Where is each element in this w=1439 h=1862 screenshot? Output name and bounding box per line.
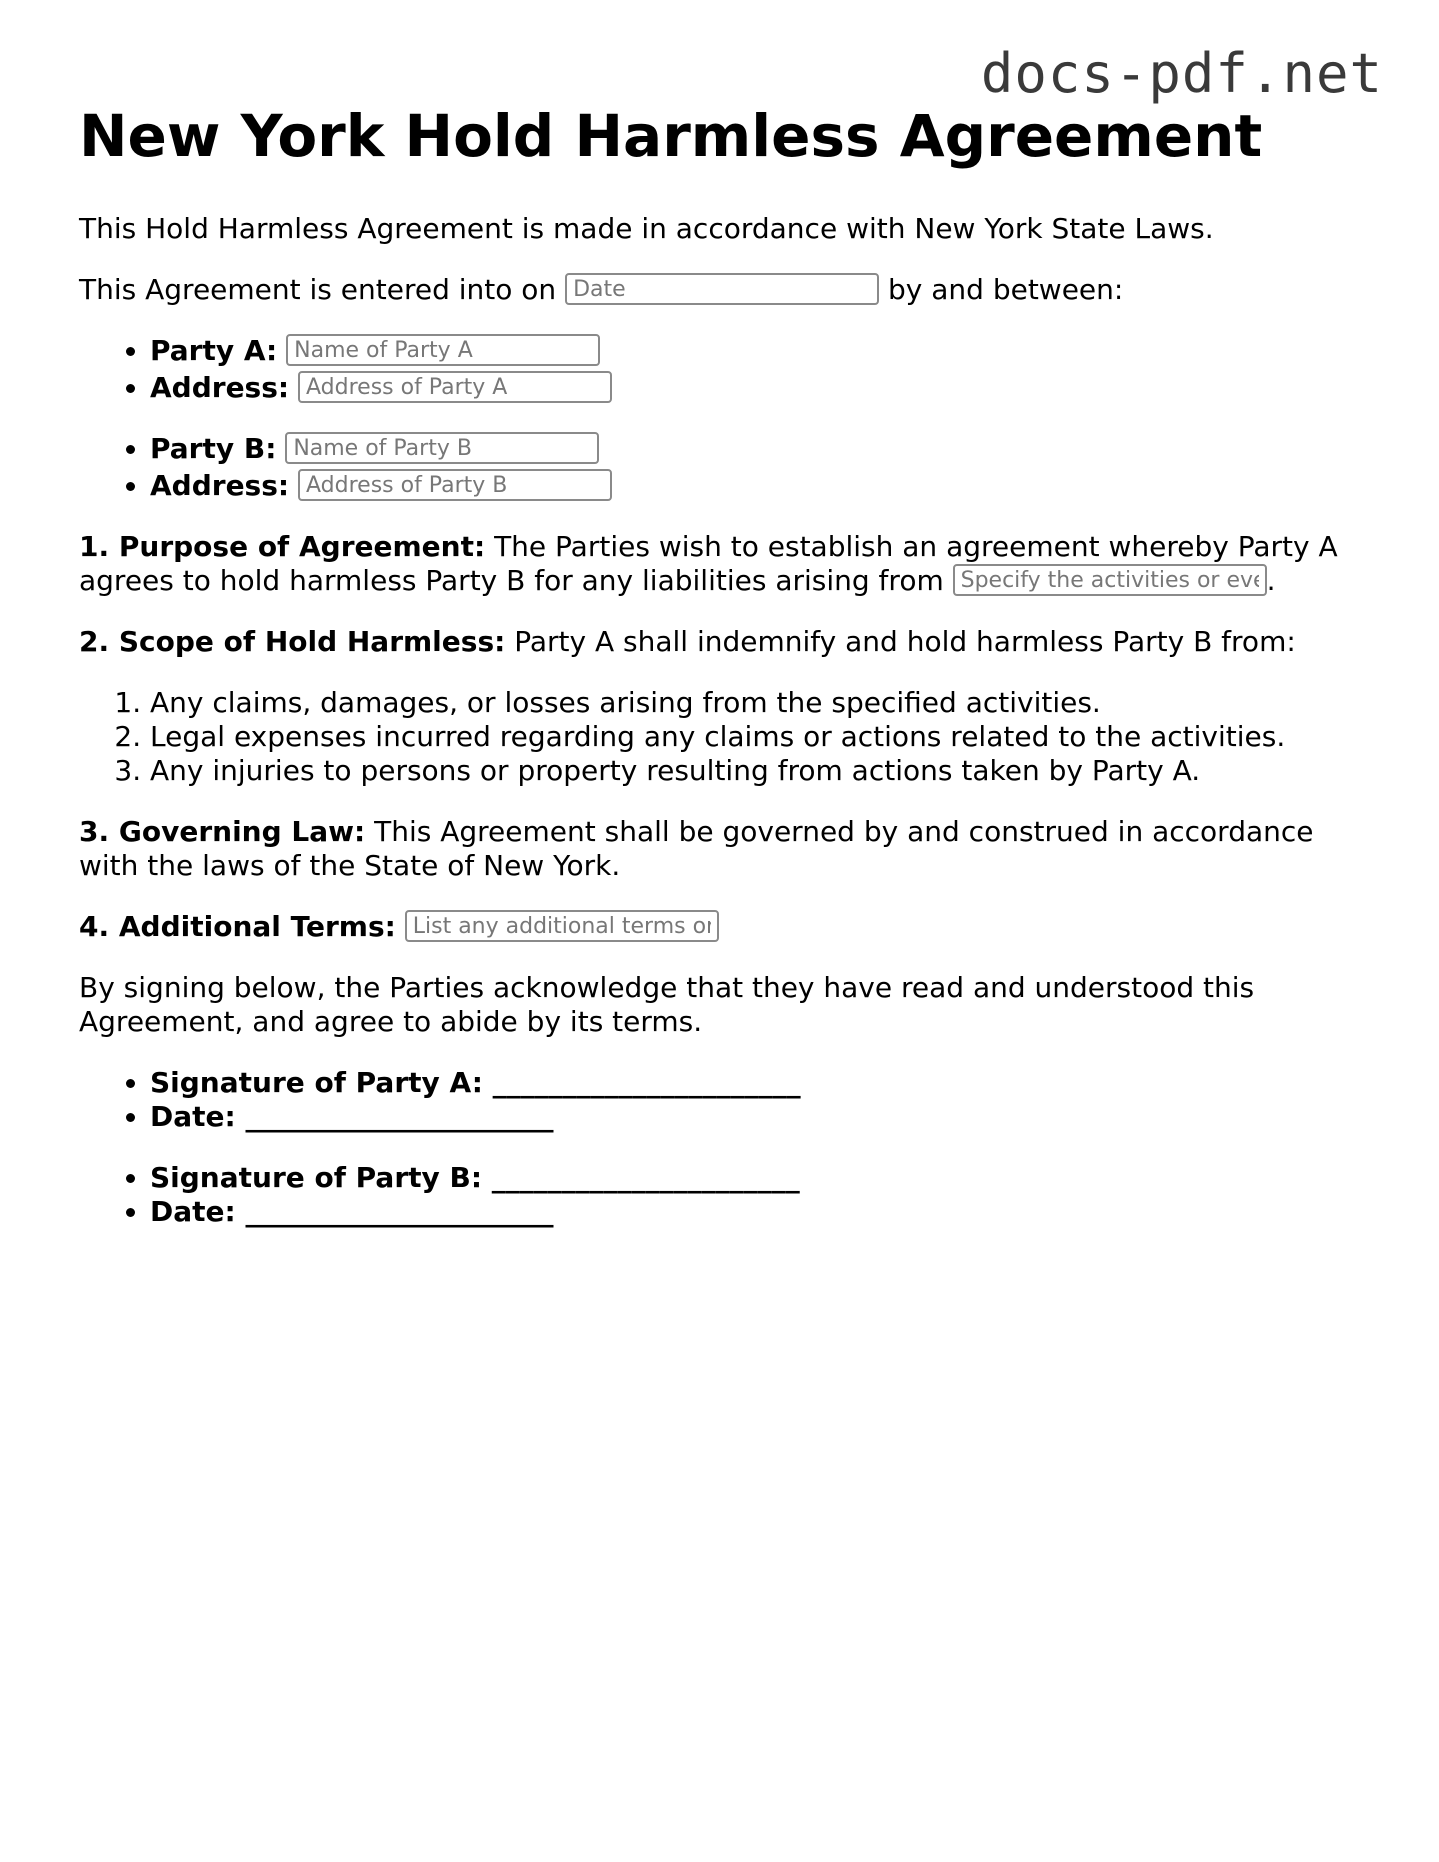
party-a-address-label: Address: — [150, 371, 290, 404]
party-a-name-label: Party A: — [150, 334, 278, 367]
section-4-heading: 4. Additional Terms: — [79, 910, 396, 943]
party-b-name-label: Party B: — [150, 432, 277, 465]
party-a-signature-list — [79, 1066, 1369, 1134]
scope-item: 3. Any injuries to persons or property resulting from actions taken by Party A. — [150, 754, 1369, 788]
party-b-list — [79, 432, 1369, 503]
section-1-purpose — [79, 530, 1369, 598]
section-3-text: This Agreement shall be governed by and construed in accordance with the laws of the State of New York. — [79, 815, 1314, 882]
party-b-address-field[interactable] — [298, 469, 612, 501]
party-a-address-item — [150, 371, 1369, 405]
scope-item: 2. Legal expenses incurred regarding any claims or actions related to the activities. — [150, 720, 1369, 754]
section-3-governing-law — [79, 815, 1369, 883]
section-2-heading: 2. Scope of Hold Harmless: — [79, 625, 506, 658]
party-b-address-item — [150, 469, 1369, 503]
scope-list — [79, 686, 1369, 788]
document-title: New York Hold Harmless Agreement — [79, 102, 1263, 170]
watermark: docs-pdf.net — [980, 42, 1383, 105]
party-a-name-item — [150, 334, 1369, 368]
document-page — [79, 96, 1369, 1256]
party-a-address-field[interactable] — [298, 371, 612, 403]
section-1-end: . — [1266, 564, 1276, 597]
party-b-date-line: • Date: ______________________ — [150, 1195, 1369, 1229]
section-4-additional-terms — [79, 910, 1369, 944]
section-2-scope — [79, 625, 1369, 659]
party-b-signature-list — [79, 1161, 1369, 1229]
party-a-signature-line: • Signature of Party A: ______________________ — [150, 1066, 1369, 1100]
party-a-date-line: • Date: ______________________ — [150, 1100, 1369, 1134]
party-b-name-item — [150, 432, 1369, 466]
party-a-list — [79, 334, 1369, 405]
additional-terms-field[interactable] — [405, 910, 719, 942]
closing-paragraph: By signing below, the Parties acknowledge that they have read and understood this Agreement, and agree to abide by its terms. — [79, 971, 1255, 1038]
party-b-signature-line: • Signature of Party B: ______________________ — [150, 1161, 1369, 1195]
section-2-text: Party A shall indemnify and hold harmless Party B from: — [514, 625, 1296, 658]
party-b-name-field[interactable] — [285, 432, 599, 464]
entered-text-after: by and between: — [888, 273, 1124, 306]
section-3-heading: 3. Governing Law: — [79, 815, 366, 848]
party-b-address-label: Address: — [150, 469, 290, 502]
intro-paragraph: This Hold Harmless Agreement is made in accordance with New York State Laws. — [79, 212, 1214, 245]
entered-text-before: This Agreement is entered into on — [79, 273, 557, 306]
agreement-date-field[interactable] — [565, 273, 879, 305]
section-1-heading: 1. Purpose of Agreement: — [79, 530, 486, 563]
section-1-text: The Parties wish to establish an agreement whereby Party A agrees to hold harmless Party B for any liabilities arising from — [79, 530, 1338, 597]
activities-field[interactable] — [953, 564, 1267, 596]
party-a-name-field[interactable] — [286, 334, 600, 366]
entered-paragraph — [79, 273, 1369, 307]
scope-item: 1. Any claims, damages, or losses arising from the specified activities. — [150, 686, 1369, 720]
